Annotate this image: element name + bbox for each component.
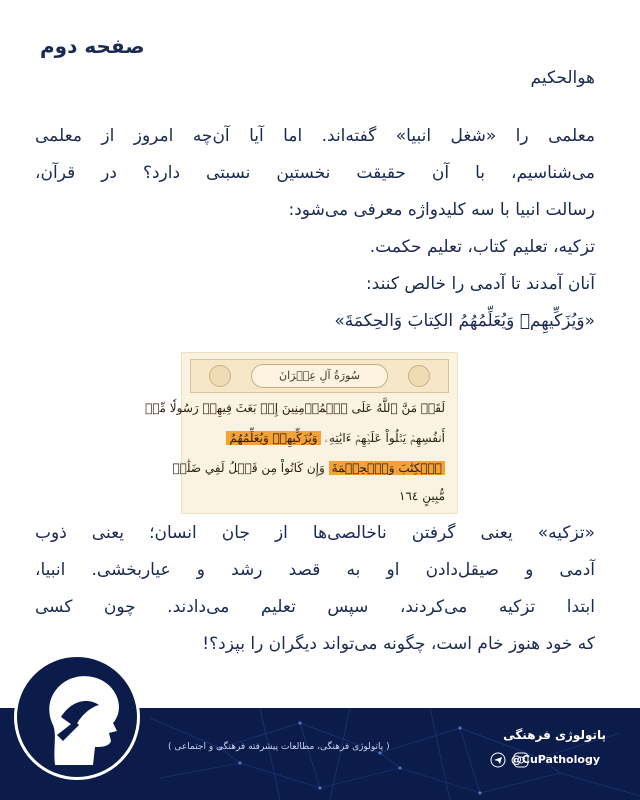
quran-quote: «وَيُزَكِّيهِمۡ وَيُعَلِّمُهُمُ الكِتابَ وَالحِكمَةَ» (334, 311, 595, 331)
paragraph-2-line: ابتدا تزکیه می‌کردند، سپس تعلیم می‌دادند. چون کسی (35, 597, 595, 617)
paragraph-2 (35, 515, 595, 663)
verse-line (172, 455, 445, 481)
invocation-text: هوالحکیم (530, 68, 595, 88)
social-handle: @CuPathology (510, 753, 600, 766)
verse-segment: وَإِن كَانُواْ مِن قَبۡلُ لَفِي ضَلَٰلٖ (172, 461, 329, 475)
paragraph-2-line: آدمی و صیقل‌دادن او به قصد رشد و عیاربخشی. انبیا، (35, 560, 595, 580)
paragraph-1-line: تزکیه، تعلیم کتاب، تعلیم حکمت. (369, 237, 595, 257)
paragraph-2-line: که خود هنوز خام است، چگونه می‌تواند دیگران را بپزد؟! (202, 634, 595, 654)
rosette-ornament-icon (209, 365, 231, 387)
telegram-icon (491, 753, 505, 767)
rosette-ornament-icon (408, 365, 430, 387)
surah-header (190, 359, 449, 393)
quran-verse-image (145, 352, 458, 514)
verse-line (194, 483, 445, 509)
paragraph-2-line: «تزکیه» یعنی گرفتن ناخالصی‌ها از جان انسان؛ یعنی ذوب (35, 523, 595, 543)
paragraph-1-line: معلمی را «شغل انبیا» گفته‌اند. اما آیا آن‌چه امروز از معلمی (35, 126, 595, 146)
head-silhouette-icon (17, 657, 137, 777)
cupathology-logo (14, 654, 140, 780)
paragraph-1-line: آنان آمدند تا آدمی را خالص کنند: (365, 274, 595, 294)
invocation (35, 60, 595, 97)
surah-title: سُورَةُ آلِ عِمۡرَانَ (251, 364, 388, 388)
verse-segment: لَقَدۡ مَنَّ ٱللَّهُ عَلَى ٱلۡمُؤۡمِنِينَ إِذۡ بَعَثَ فِيهِمۡ رَسُولٗا مِّنۡ (145, 401, 445, 415)
paragraph-1-line: رسالت انبیا با سه کلیدواژه معرفی می‌شود: (288, 200, 595, 220)
verse-highlight: ٱلۡكِتَٰبَ وَٱلۡحِكۡمَةَ (329, 461, 445, 475)
verse-line (145, 395, 445, 421)
verse-highlight: وَيُزَكِّيهِمۡ وَيُعَلِّمُهُمُ (226, 431, 320, 445)
footer-tagline: ( پاتولوژی فرهنگی، مطالعات پیشرفته فرهنگی و اجتماعی ) (168, 742, 390, 752)
verse-line (194, 425, 445, 451)
verse-segment: مُّبِينٍ ١٦٤ (399, 489, 445, 503)
brand-name: پاتولوژی فرهنگی (503, 728, 606, 742)
paragraph-1 (35, 118, 595, 340)
verse-segment: أَنفُسِهِمۡ يَتۡلُواْ عَلَيۡهِمۡ ءَايَٰتِهِۦ (320, 431, 445, 445)
paragraph-1-line: می‌شناسیم، با آن حقیقت نخستین نسبتی دارد؟ در قرآن، (35, 163, 595, 183)
page-label: صفحه دوم (40, 34, 145, 58)
